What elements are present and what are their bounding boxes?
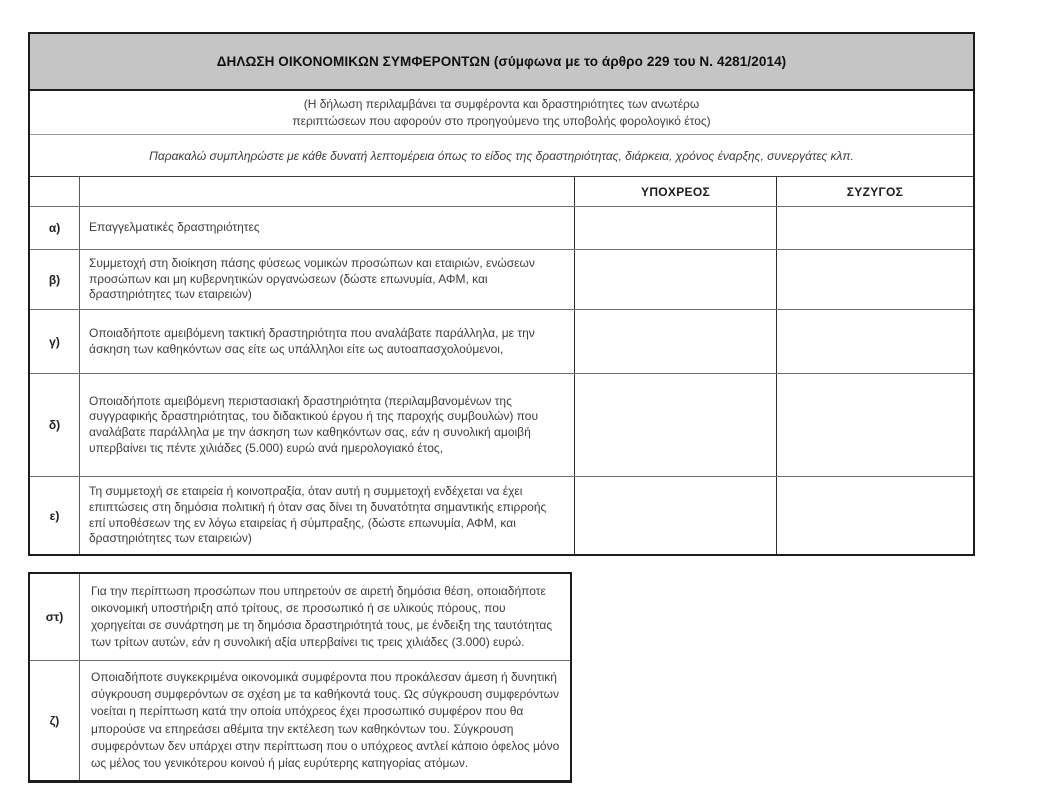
row-description: Για την περίπτωση προσώπων που υπηρετούν σε αιρετή δημόσια θέση, οποιαδήποτε οικονομική υποστήριξη από τρίτους, σε προσωπικό ή σε υλικούς πόρους, που χορηγείται σε συνάρτηση με τη δημόσια δραστηριότητά τους, με ένδειξη της ταυτότητας των τρίτων αυτών, εάν η συνολική αξία υπερβαίνει τις τρεις χιλιάδες (3.000) ευρώ. (79, 574, 570, 660)
spouse-fill-cell (776, 207, 973, 249)
instruction-text: Παρακαλώ συμπληρώστε με κάθε δυνατή λεπτομέρεια όπως το είδος της δραστηριότητας, διάρκεια, χρόνος έναρξης, συνεργάτες κλπ. (149, 148, 854, 163)
subtitle-row (30, 89, 973, 134)
table-row-st (30, 574, 570, 660)
row-letter: ζ) (49, 713, 60, 728)
header-description-cell (79, 177, 574, 206)
spouse-fill-cell (776, 477, 973, 554)
table-row-z (30, 660, 570, 780)
obligor-fill-cell (574, 477, 776, 554)
table-row-a (30, 206, 973, 249)
declaration-table (28, 32, 975, 556)
row-letter: β) (48, 272, 61, 287)
obligor-fill-cell (574, 250, 776, 309)
row-description: Συμμετοχή στη διοίκηση πάσης φύσεως νομικών προσώπων και εταιριών, ενώσεων προσώπων και μη κυβερνητικών οργανώσεων (δώστε επωνυμία, ΑΦΜ, και δραστηριότητες των εταιρειών) (79, 250, 574, 309)
column-header-row (30, 176, 973, 206)
row-letter: δ) (48, 418, 61, 432)
table-row-b (30, 249, 973, 309)
instruction-row (30, 134, 973, 176)
table-row-d (30, 373, 973, 476)
obligor-fill-cell (574, 374, 776, 476)
obligor-fill-cell (574, 207, 776, 249)
document-title: ΔΗΛΩΣΗ ΟΙΚΟΝΟΜΙΚΩΝ ΣΥΜΦΕΡΟΝΤΩΝ (σύμφωνα με το άρθρο 229 του Ν. 4281/2014) (216, 54, 787, 69)
row-letter: α) (48, 221, 61, 235)
row-letter: στ) (45, 610, 64, 624)
row-description: Επαγγελματικές δραστηριότητες (79, 207, 574, 249)
column-header-spouse: ΣΥΖΥΓΟΣ (776, 177, 973, 206)
spouse-fill-cell (776, 250, 973, 309)
row-letter: γ) (49, 334, 60, 349)
row-letter: ε) (49, 508, 60, 523)
obligor-fill-cell (574, 310, 776, 373)
table-row-c (30, 309, 973, 373)
table-row-e (30, 476, 973, 554)
declaration-table-continued (28, 572, 572, 783)
row-description: Οποιαδήποτε συγκεκριμένα οικονομικά συμφέροντα που προκάλεσαν άμεση ή δυνητική σύγκρουση συμφερόντων σε σχέση με τα καθήκοντά τους. Ως σύγκρουση συμφερόντων νοείται η περίπτωση κατά την οποία υπόχρεος έχει προσωπικό συμφέρον που θα μπορούσε να επηρεάσει αθέμιτα την εκτέλεση των καθηκόντων του. Σύγκρουση συμφερόντων δεν υπάρχει στην περίπτωση που ο υπόχρεος αντλεί κάποιο όφελος μόνο ως μέλος του γενικότερου κοινού ή μίας ευρύτερης κατηγορίας ατόμων. (79, 661, 570, 780)
row-description: Τη συμμετοχή σε εταιρεία ή κοινοπραξία, όταν αυτή η συμμετοχή ενδέχεται να έχει επιπτώσεις στη δημόσια πολιτική ή όταν σας δίνει τη δυνατότητα σημαντικής επιρροής επί υποθέσεων της εν λόγω εταιρείας ή σύμπραξης, (δώστε επωνυμία, ΑΦΜ, και δραστηριότητες των εταιρειών) (79, 477, 574, 554)
subtitle-line2: περιπτώσεων που αφορούν στο προηγούμενο της υποβολής φορολογικό έτος) (292, 113, 711, 128)
row-description: Οποιαδήποτε αμειβόμενη τακτική δραστηριότητα που αναλάβατε παράλληλα, με την άσκηση των καθηκόντων σας είτε ως υπάλληλοι είτε ως αυτοαπασχολούμενοι, (79, 310, 574, 373)
subtitle-line1: (Η δήλωση περιλαμβάνει τα συμφέροντα και δραστηριότητες των ανωτέρω (303, 96, 700, 111)
header-letter-cell (30, 177, 79, 206)
document-title-bar (30, 34, 973, 89)
row-description: Οποιαδήποτε αμειβόμενη περιστασιακή δραστηριότητα (περιλαμβανομένων της συγγραφικής δραστηριότητας, του διδακτικού έργου ή της παροχής συμβουλών) που αναλάβατε παράλληλα με την άσκηση των καθηκόντων σας, εάν η συνολική αμοιβή υπερβαίνει τις πέντε χιλιάδες (5.000) ευρώ ανά ημερολογιακό έτος, (79, 374, 574, 476)
spouse-fill-cell (776, 310, 973, 373)
spouse-fill-cell (776, 374, 973, 476)
column-header-obligor: ΥΠΟΧΡΕΟΣ (574, 177, 776, 206)
